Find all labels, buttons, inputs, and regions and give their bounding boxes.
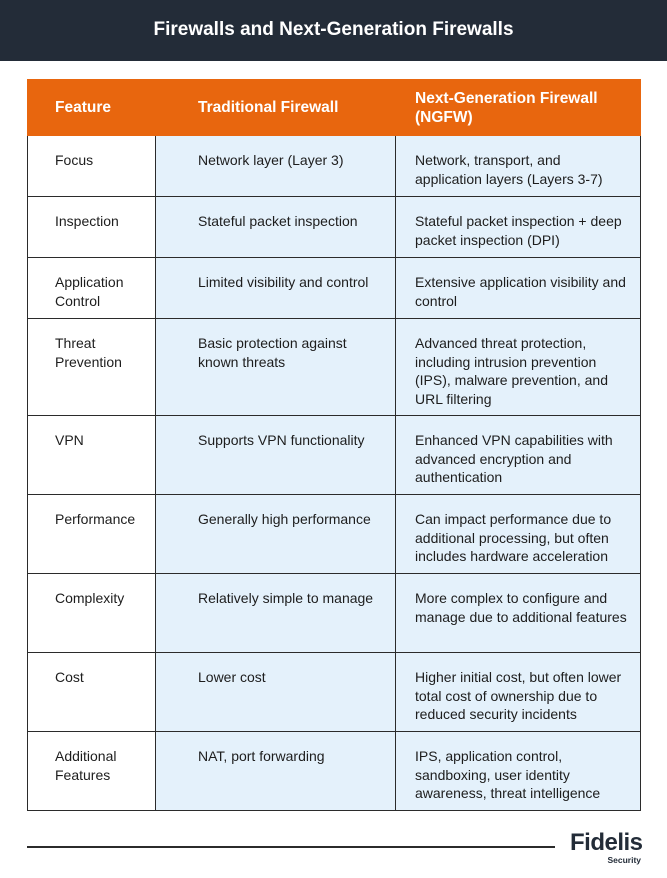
traditional-cell: Lower cost	[156, 653, 396, 732]
table-body	[28, 136, 641, 811]
feature-cell: Inspection	[28, 197, 156, 258]
table-row	[28, 495, 641, 574]
feature-cell: VPN	[28, 416, 156, 495]
fidelis-logo	[570, 830, 642, 866]
feature-cell: Cost	[28, 653, 156, 732]
ngfw-cell: Stateful packet inspection + deep packet inspection (DPI)	[396, 197, 641, 258]
table-row	[28, 653, 641, 732]
feature-cell: Application Control	[28, 258, 156, 319]
table-row	[28, 319, 641, 416]
traditional-cell: NAT, port forwarding	[156, 732, 396, 811]
traditional-cell: Basic protection against known threats	[156, 319, 396, 416]
ngfw-cell: More complex to configure and manage due to additional features	[396, 574, 641, 653]
table-row	[28, 574, 641, 653]
header-ngfw: Next-Generation Firewall (NGFW)	[396, 80, 641, 136]
traditional-cell: Generally high performance	[156, 495, 396, 574]
logo-subtitle: Security	[607, 855, 641, 865]
traditional-cell: Network layer (Layer 3)	[156, 136, 396, 197]
footer-divider	[27, 846, 555, 848]
table-row	[28, 732, 641, 811]
logo-wordmark: Fidelis	[570, 829, 643, 856]
ngfw-cell: Network, transport, and application layers (Layers 3-7)	[396, 136, 641, 197]
comparison-table	[27, 79, 641, 811]
traditional-cell: Limited visibility and control	[156, 258, 396, 319]
table-row	[28, 197, 641, 258]
table-row	[28, 136, 641, 197]
ngfw-cell: Extensive application visibility and control	[396, 258, 641, 319]
traditional-cell: Relatively simple to manage	[156, 574, 396, 653]
feature-cell: Performance	[28, 495, 156, 574]
ngfw-cell: Higher initial cost, but often lower total cost of ownership due to reduced security incidents	[396, 653, 641, 732]
feature-cell: Focus	[28, 136, 156, 197]
ngfw-cell: Advanced threat protection, including intrusion prevention (IPS), malware prevention, and URL filtering	[396, 319, 641, 416]
feature-cell: Complexity	[28, 574, 156, 653]
table-row	[28, 416, 641, 495]
feature-cell: Threat Prevention	[28, 319, 156, 416]
table-row	[28, 258, 641, 319]
header-feature: Feature	[28, 80, 156, 136]
ngfw-cell: IPS, application control, sandboxing, user identity awareness, threat intelligence	[396, 732, 641, 811]
header-traditional-firewall: Traditional Firewall	[156, 80, 396, 136]
title-banner	[0, 0, 667, 61]
ngfw-cell: Enhanced VPN capabilities with advanced encryption and authentication	[396, 416, 641, 495]
page-title: Firewalls and Next-Generation Firewalls	[153, 18, 514, 40]
traditional-cell: Stateful packet inspection	[156, 197, 396, 258]
traditional-cell: Supports VPN functionality	[156, 416, 396, 495]
feature-cell: Additional Features	[28, 732, 156, 811]
ngfw-cell: Can impact performance due to additional processing, but often includes hardware acceleration	[396, 495, 641, 574]
table-header-row	[28, 80, 641, 136]
